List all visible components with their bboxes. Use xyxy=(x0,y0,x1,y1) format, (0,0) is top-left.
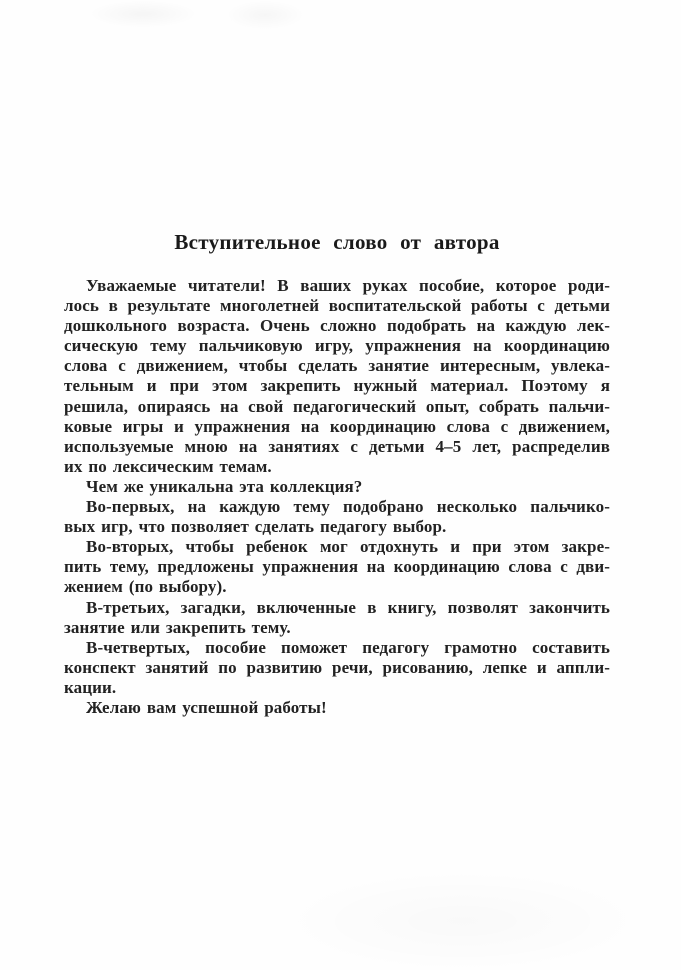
scan-smudge xyxy=(290,872,635,970)
text-line: используемые мною на занятиях с детьми 4–5 лет, распределив xyxy=(64,436,610,456)
text-line: тельным и при этом закрепить нужный материал. Поэтому я xyxy=(64,376,610,396)
text-line: Уважаемые читатели! В ваших руках пособие, которое роди- xyxy=(86,276,610,295)
text-line: пить тему, предложены упражнения на координацию слова с дви- xyxy=(64,557,610,577)
text-line: В-четвертых, пособие поможет педагогу грамотно составить xyxy=(86,637,610,657)
text-line: Желаю вам успешной работы! xyxy=(86,697,327,717)
text-line: их по лексическим темам. xyxy=(64,456,272,476)
scan-smudge xyxy=(88,0,198,28)
text-block xyxy=(64,276,610,718)
paragraph xyxy=(64,537,610,597)
text-column xyxy=(64,231,610,718)
text-line: жением (по выбору). xyxy=(64,577,227,597)
text-line: дошкольного возраста. Очень сложно подобрать на каждую лек- xyxy=(64,316,610,336)
text-line: Чем же уникальна эта коллекция? xyxy=(86,476,363,496)
text-line: В-третьих, загадки, включенные в книгу, позволят закончить xyxy=(86,597,610,617)
text-line: конспект занятий по развитию речи, рисованию, лепке и аппли- xyxy=(64,657,610,677)
paragraph xyxy=(64,598,610,638)
text-line: занятие или закрепить тему. xyxy=(64,617,291,637)
paragraph xyxy=(64,698,610,718)
text-line: Во-первых, на каждую тему подобрано несколько пальчико- xyxy=(86,497,610,517)
text-line: лось в результате многолетней воспитательской работы с детьми xyxy=(64,296,610,316)
text-line: решила, опираясь на свой педагогический опыт, собрать пальчи- xyxy=(64,396,610,416)
text-line: слова с движением, чтобы сделать занятие интересным, увлека- xyxy=(64,356,610,376)
page-title: Вступительное слово от автора xyxy=(174,230,500,254)
paragraph xyxy=(64,276,610,477)
text-line: Во-вторых, чтобы ребенок мог отдохнуть и при этом закре- xyxy=(86,537,610,557)
text-line: кации. xyxy=(64,677,117,697)
scan-smudge xyxy=(225,0,305,30)
text-line: сическую тему пальчиковую игру, упражнения на координацию xyxy=(64,336,610,356)
text-line: ковые игры и упражнения на координацию слова с движением, xyxy=(64,416,610,436)
paragraph xyxy=(64,497,610,537)
text-line: вых игр, что позволяет сделать педагогу выбор. xyxy=(64,517,447,537)
paragraph xyxy=(64,477,610,497)
paragraph xyxy=(64,638,610,698)
